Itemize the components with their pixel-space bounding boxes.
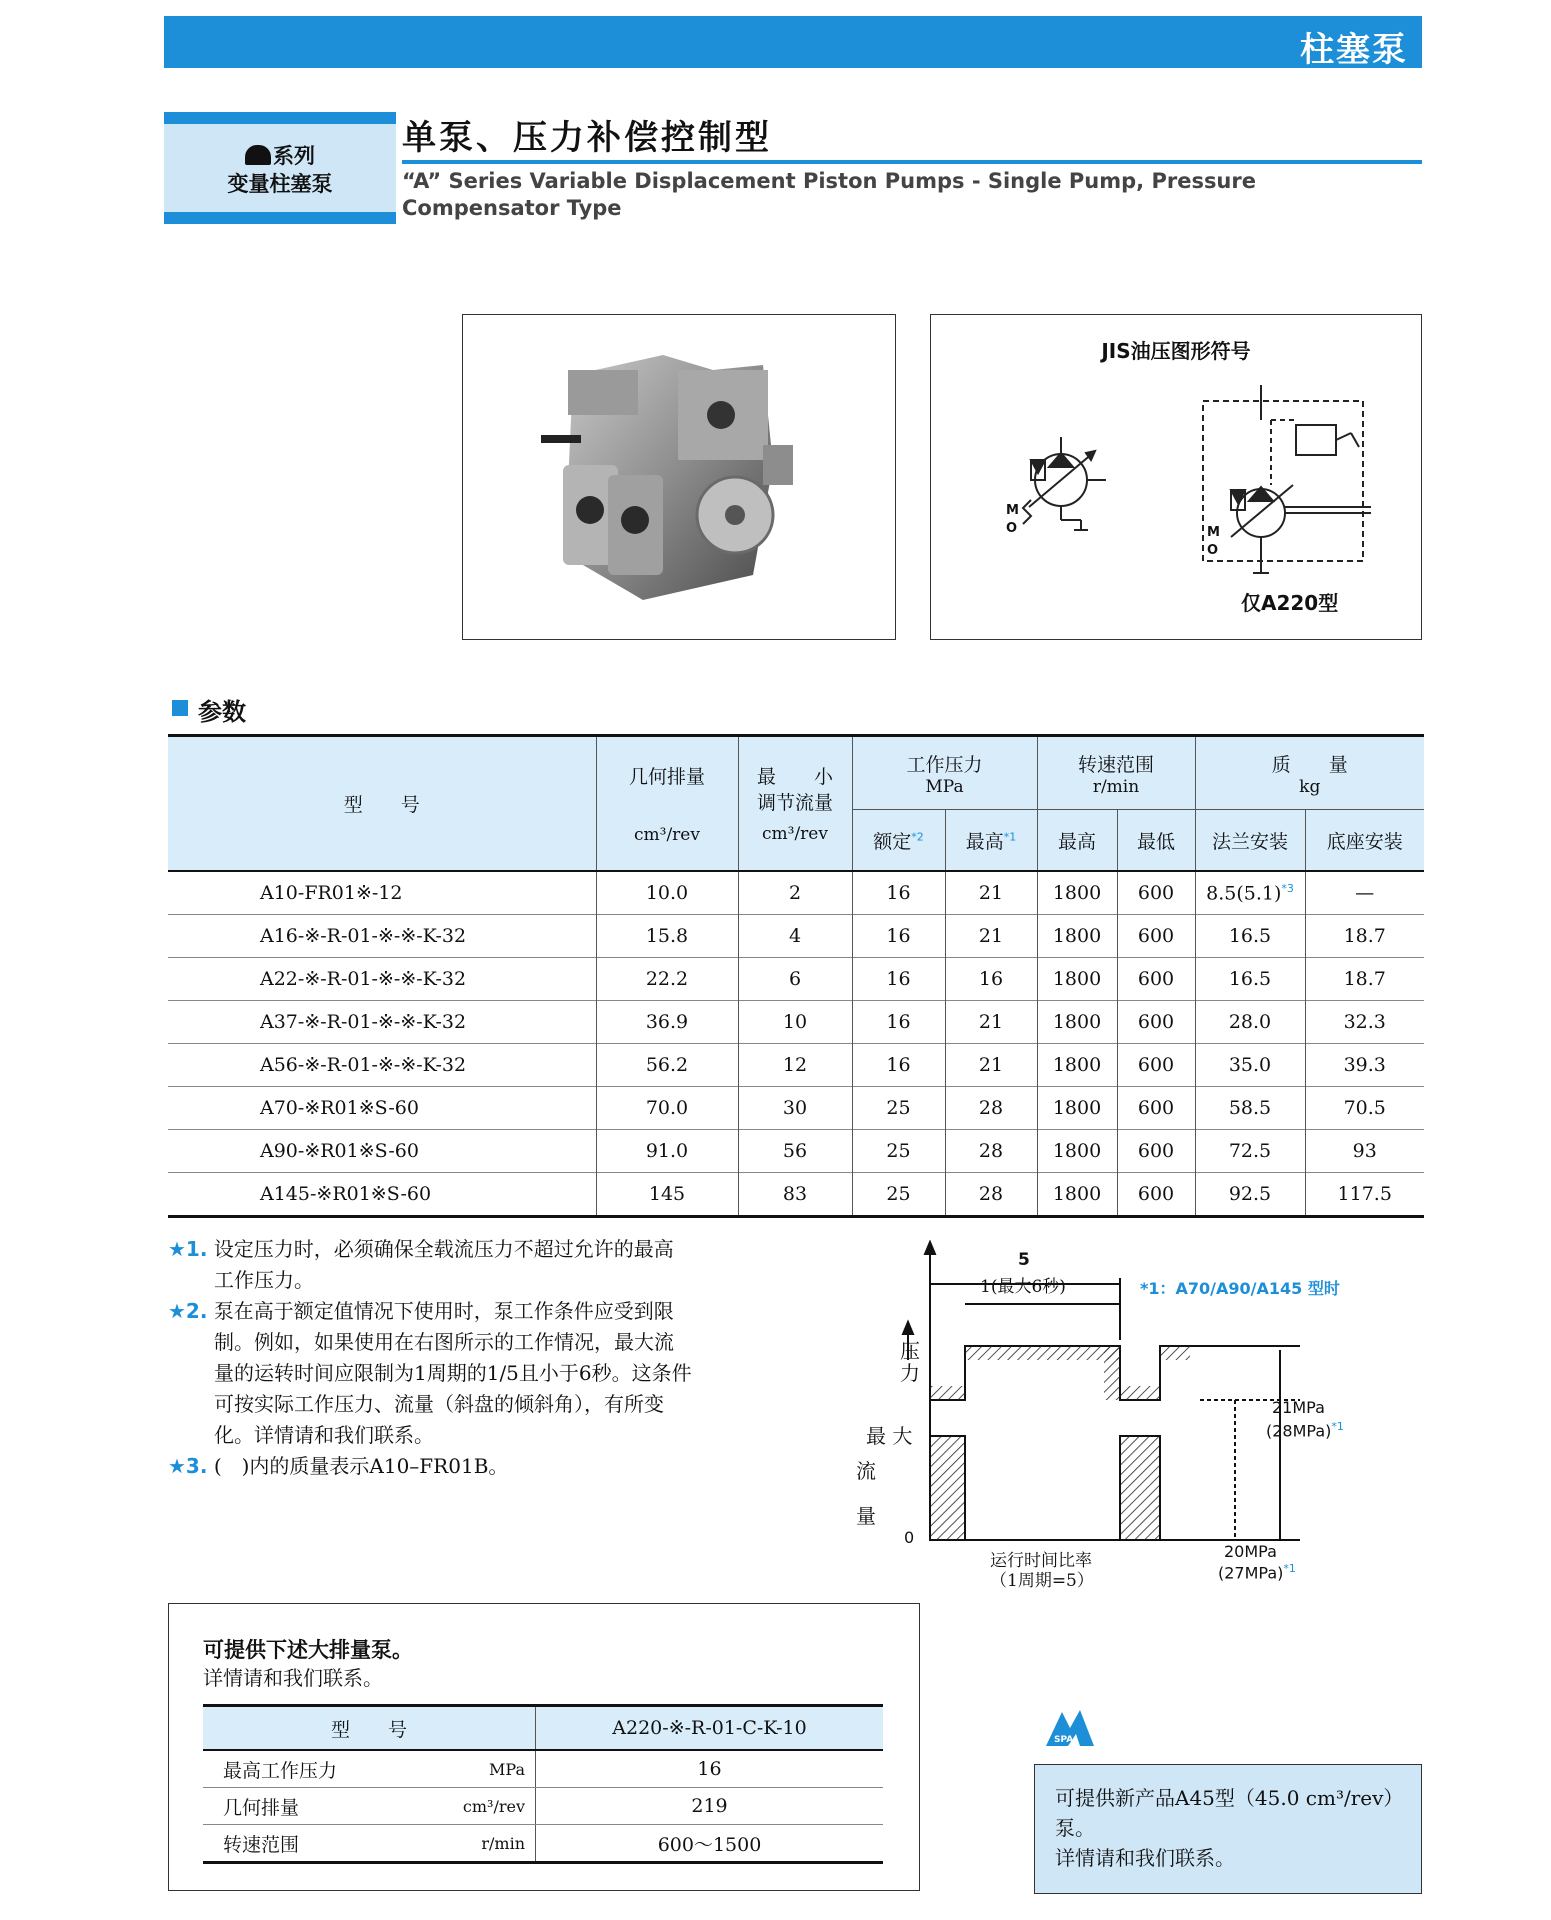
cell-text: 16: [886, 882, 911, 904]
value-cell: [945, 958, 1037, 1001]
value-cell: [1195, 1001, 1305, 1044]
cell-text: 6: [788, 968, 802, 990]
value-cell: [1117, 1173, 1195, 1217]
value-cell: [1195, 915, 1305, 958]
chart-high-p2: [1266, 1420, 1344, 1440]
th-min-flow-label: 最 小 调节流量: [756, 765, 833, 814]
value-cell: [596, 1173, 738, 1217]
cell-text: 145: [648, 1183, 686, 1205]
cell-text: 83: [782, 1183, 808, 1205]
new-product-box: [1034, 1764, 1422, 1894]
value-cell: [945, 1044, 1037, 1087]
cell-text: 1800: [1052, 1011, 1102, 1033]
value-cell: [1117, 1087, 1195, 1130]
cell-text: A56-※-R-01-※-※-K-32: [260, 1054, 467, 1076]
value-cell: [1305, 1173, 1424, 1217]
cell-text: 25: [886, 1140, 911, 1162]
note-1: [168, 1234, 748, 1296]
value-cell: [1305, 1001, 1424, 1044]
lp-unit-0: MPa: [454, 1750, 536, 1788]
value-cell: [596, 1130, 738, 1173]
note-2: [168, 1296, 748, 1451]
pump-photo-box: [462, 314, 896, 640]
th-pressure-unit: MPa: [925, 776, 964, 797]
lp-label-0: 最高工作压力: [203, 1750, 454, 1788]
value-cell: [738, 871, 852, 915]
chart-period: 1(最大6秒): [980, 1277, 1066, 1297]
value-cell: [1305, 1130, 1424, 1173]
cell-text: A37-※-R-01-※-※-K-32: [260, 1011, 467, 1033]
th-speed-label: 转速范围: [1077, 753, 1154, 776]
section-marker-icon: [172, 700, 188, 716]
cell-text: 1800: [1052, 1097, 1102, 1119]
value-cell: [1117, 958, 1195, 1001]
cell-text: 28: [978, 1097, 1004, 1119]
a-series-logo-icon: [245, 145, 271, 165]
cell-text: 56.2: [645, 1054, 689, 1076]
value-cell: [738, 915, 852, 958]
value-cell: [1117, 1044, 1195, 1087]
th-speed-min: 最低: [1117, 810, 1195, 872]
cell-text: 600: [1137, 1011, 1175, 1033]
value-cell: [596, 1087, 738, 1130]
th-mass-unit: kg: [1299, 776, 1321, 797]
row1-star: *3: [1281, 881, 1294, 895]
cell-text: 93: [1352, 1140, 1377, 1162]
table-row: [168, 871, 1424, 915]
cell-text: 56: [782, 1140, 808, 1162]
cell-text: 28: [978, 1140, 1004, 1162]
value-cell: [738, 1130, 852, 1173]
spec-table: [168, 734, 1424, 1218]
pump-photo-icon: [463, 315, 895, 639]
value-cell: [1305, 915, 1424, 958]
value-cell: [852, 1130, 945, 1173]
lp-label-1: 几何排量: [203, 1788, 454, 1825]
model-cell: [168, 1087, 596, 1130]
note-2-mark: ★2.: [168, 1299, 208, 1323]
table-row: [168, 1087, 1424, 1130]
jis-symbol-title: JIS油压图形符号: [1101, 339, 1251, 363]
th-min-flow-unit: cm³/rev: [762, 823, 828, 844]
value-cell: [1305, 871, 1424, 915]
th-flange: 法兰安装: [1195, 810, 1305, 872]
cell-text: —: [1355, 882, 1375, 904]
value-cell: [852, 958, 945, 1001]
value-cell: [738, 1044, 852, 1087]
new-product-text: [1055, 1783, 1405, 1873]
cell-text: 16.5: [1228, 968, 1272, 990]
cell-text: 600: [1137, 925, 1175, 947]
value-cell: [1037, 1044, 1117, 1087]
large-pump-table: [203, 1704, 883, 1864]
cell-text: 16: [886, 1054, 911, 1076]
cell-text: 4: [788, 925, 802, 947]
table-row: [168, 1130, 1424, 1173]
o-port-label-1: O: [1006, 521, 1018, 536]
cell-text: 117.5: [1337, 1183, 1392, 1205]
model-cell: [168, 958, 596, 1001]
cell-text: 600: [1137, 882, 1175, 904]
th-mass-label: 质 量: [1271, 753, 1348, 776]
value-cell: [1117, 871, 1195, 915]
cell-text: 600: [1137, 1183, 1175, 1205]
note-3-line1: ( )内的质量表示A10–FR01B。: [213, 1454, 509, 1478]
large-pump-sub: 详情请和我们联系。: [203, 1666, 383, 1690]
cell-text: 600: [1137, 968, 1175, 990]
chart-high-p: 21MPa: [1272, 1398, 1325, 1417]
th-rated: [852, 810, 945, 872]
table-row: [168, 915, 1424, 958]
value-cell: [596, 958, 738, 1001]
note-2-line2: 制。例如，如果使用在右图所示的工作情况，最大流: [214, 1330, 674, 1354]
category-label: 柱塞泵: [1300, 30, 1408, 70]
spec-table-body: [168, 871, 1424, 1217]
lp-label-2: 转速范围: [203, 1825, 454, 1863]
cell-text: 70.0: [645, 1097, 689, 1119]
cell-text: 32.3: [1343, 1011, 1386, 1033]
value-cell: [852, 1087, 945, 1130]
cell-text: 600: [1137, 1097, 1175, 1119]
chart-applies-text: *1：A70/A90/A145 型时: [1140, 1279, 1340, 1298]
th-pressure-label: 工作压力: [906, 753, 983, 776]
value-cell: [1037, 1001, 1117, 1044]
cell-text: 18.7: [1343, 925, 1386, 947]
cell-text: 30: [782, 1097, 808, 1119]
page-title: 单泵、压力补偿控制型: [402, 118, 772, 158]
lp-unit-1: cm³/rev: [454, 1788, 536, 1825]
spa-logo-icon: [1040, 1706, 1100, 1756]
th-speed-max: 最高: [1037, 810, 1117, 872]
cell-text: 2: [788, 882, 802, 904]
value-cell: [1305, 1044, 1424, 1087]
new-product-line3: 详情请和我们联系。: [1055, 1846, 1235, 1870]
cell-text: A10-FR01※-12: [260, 882, 403, 904]
section-title: 参数: [198, 698, 246, 726]
value-cell: [1037, 915, 1117, 958]
th-min-flow: [738, 736, 852, 872]
value-cell: [1037, 1173, 1117, 1217]
value-cell: [1195, 958, 1305, 1001]
cell-text: 21: [978, 925, 1004, 947]
badge-bottom-bar: [164, 212, 396, 224]
chart-high-star: *1: [1331, 1420, 1344, 1433]
value-cell: [945, 1087, 1037, 1130]
cell-text: 72.5: [1228, 1140, 1272, 1162]
value-cell: [945, 1173, 1037, 1217]
th-model: 型 号: [168, 736, 596, 872]
chart-top-num: 5: [1018, 1250, 1030, 1270]
cell-text: 25: [886, 1183, 911, 1205]
cell-text: 1800: [1052, 1140, 1102, 1162]
model-cell: [168, 871, 596, 915]
cell-text: 1800: [1052, 968, 1102, 990]
cell-text: 8.5(5.1): [1206, 882, 1282, 905]
cell-text: 22.2: [645, 968, 689, 990]
cell-text: 28: [978, 1183, 1004, 1205]
cell-text: 39.3: [1343, 1054, 1386, 1076]
lp-value-2: 600～1500: [536, 1825, 884, 1863]
badge-line1: [164, 140, 396, 170]
value-cell: [1037, 958, 1117, 1001]
value-cell: [852, 871, 945, 915]
cell-text: 35.0: [1228, 1054, 1272, 1076]
th-mass: [1195, 736, 1424, 810]
value-cell: [1195, 1044, 1305, 1087]
chart-y-pressure: 压力: [900, 1339, 920, 1385]
cell-text: 91.0: [645, 1140, 689, 1162]
chart-low-p2-text: (27MPa): [1218, 1563, 1284, 1583]
lp-value-1: 219: [536, 1788, 884, 1825]
cell-text: 1800: [1052, 1183, 1102, 1205]
table-row: [203, 1825, 883, 1863]
note-3: [168, 1451, 748, 1482]
value-cell: [1117, 1130, 1195, 1173]
th-displacement: [596, 736, 738, 872]
cell-text: 16.5: [1228, 925, 1272, 947]
large-pump-box: [168, 1603, 920, 1891]
value-cell: [852, 1001, 945, 1044]
note-1-line1: 设定压力时，必须确保全载流压力不超过允许的最高: [213, 1237, 674, 1261]
value-cell: [738, 1173, 852, 1217]
cell-text: 92.5: [1228, 1183, 1272, 1205]
chart-applies: [1140, 1276, 1340, 1299]
value-cell: [596, 871, 738, 915]
value-cell: [1305, 1087, 1424, 1130]
cell-text: 600: [1137, 1054, 1175, 1076]
top-banner: [164, 16, 1422, 68]
cell-text: 1800: [1052, 882, 1102, 904]
cell-text: 12: [782, 1054, 808, 1076]
m-port-label-2: M: [1207, 525, 1220, 540]
chart-low-p: 20MPa: [1224, 1542, 1277, 1561]
chart-high-p2-text: (28MPa): [1266, 1421, 1332, 1441]
th-max-label: 最高: [965, 830, 1004, 853]
cell-text: 10: [782, 1011, 808, 1033]
value-cell: [596, 915, 738, 958]
value-cell: [596, 1001, 738, 1044]
cell-text: 600: [1137, 1140, 1175, 1162]
cell-text: 15.8: [645, 925, 689, 947]
cell-text: 21: [978, 1011, 1004, 1033]
cell-text: 10.0: [645, 882, 689, 904]
th-displacement-unit: cm³/rev: [634, 825, 700, 845]
hydraulic-symbol-icon: [931, 315, 1421, 639]
th-speed-unit: r/min: [1092, 776, 1140, 797]
large-pump-model-label: 型 号: [203, 1706, 536, 1751]
max-star: *1: [1003, 830, 1017, 844]
title-underline: [402, 160, 1422, 164]
large-pump-model-value: A220-※-R-01-C-K-10: [536, 1706, 884, 1751]
value-cell: [1117, 1001, 1195, 1044]
value-cell: [1195, 1130, 1305, 1173]
value-cell: [1195, 871, 1305, 915]
cell-text: 16: [978, 968, 1004, 990]
cell-text: A145-※R01※S-60: [260, 1183, 432, 1205]
chart-x-label-2: （1周期=5）: [990, 1571, 1094, 1591]
value-cell: [945, 1130, 1037, 1173]
value-cell: [1305, 958, 1424, 1001]
value-cell: [852, 915, 945, 958]
th-pressure: [852, 736, 1037, 810]
value-cell: [852, 1173, 945, 1217]
a220-only-caption: 仅A220型: [1241, 591, 1339, 615]
cell-text: 16: [886, 925, 911, 947]
o-port-label-2: O: [1207, 543, 1219, 558]
th-displacement-label: 几何排量: [628, 766, 705, 788]
cell-text: A16-※-R-01-※-※-K-32: [260, 925, 467, 947]
value-cell: [738, 1001, 852, 1044]
spa-logo-text: SPA: [1054, 1735, 1074, 1745]
cell-text: 16: [886, 1011, 911, 1033]
note-1-line2: 工作压力。: [214, 1268, 314, 1292]
note-3-mark: ★3.: [168, 1454, 208, 1478]
table-row: [203, 1750, 883, 1788]
value-cell: [1037, 871, 1117, 915]
value-cell: [1037, 1130, 1117, 1173]
chart-low-star: *1: [1283, 1562, 1296, 1575]
lp-value-0: 16: [536, 1750, 884, 1788]
table-row: [168, 1044, 1424, 1087]
cell-text: 25: [886, 1097, 911, 1119]
chart-y-flow-1: 最 大: [866, 1424, 913, 1448]
cell-text: 18.7: [1343, 968, 1386, 990]
cell-text: 36.9: [645, 1011, 689, 1033]
new-product-line2: 泵。: [1055, 1816, 1095, 1840]
table-row: [168, 958, 1424, 1001]
badge-line2: 变量柱塞泵: [227, 172, 333, 196]
note-2-line3: 量的运转时间应限制为1周期的1/5且小于6秒。这条件: [214, 1361, 692, 1385]
model-cell: [168, 1173, 596, 1217]
cell-text: A70-※R01※S-60: [260, 1097, 419, 1119]
new-product-line1: 可提供新产品A45型（45.0 cm³/rev）: [1055, 1786, 1404, 1810]
cell-text: 1800: [1052, 925, 1102, 947]
cell-text: 21: [978, 1054, 1004, 1076]
cell-text: A22-※-R-01-※-※-K-32: [260, 968, 467, 990]
value-cell: [945, 915, 1037, 958]
value-cell: [1117, 915, 1195, 958]
value-cell: [1037, 1087, 1117, 1130]
value-cell: [945, 1001, 1037, 1044]
value-cell: [738, 958, 852, 1001]
note-2-line1: 泵在高于额定值情况下使用时，泵工作条件应受到限: [213, 1299, 674, 1323]
value-cell: [596, 1044, 738, 1087]
badge-top-bar: [164, 112, 396, 124]
model-cell: [168, 1044, 596, 1087]
lp-unit-2: r/min: [454, 1825, 536, 1863]
cell-text: 70.5: [1343, 1097, 1386, 1119]
chart-y-flow-3: 量: [856, 1504, 876, 1528]
cell-text: 28.0: [1228, 1011, 1272, 1033]
value-cell: [945, 871, 1037, 915]
cell-text: 58.5: [1228, 1097, 1272, 1119]
cell-text: A90-※R01※S-60: [260, 1140, 419, 1162]
table-row: [168, 1001, 1424, 1044]
note-2-line4: 可按实际工作压力、流量（斜盘的倾斜角），有所变: [214, 1392, 664, 1416]
large-pump-heading: 可提供下述大排量泵。: [203, 1638, 413, 1662]
note-2-line5: 化。详情请和我们联系。: [214, 1423, 434, 1447]
chart-x-label-1: 运行时间比率: [990, 1551, 1092, 1571]
value-cell: [852, 1044, 945, 1087]
page-subtitle: “A” Series Variable Displacement Piston Pumps - Single Pump, Pressure Compensator Type: [402, 169, 1256, 220]
m-port-label-1: M: [1006, 503, 1019, 518]
table-row: [203, 1788, 883, 1825]
th-foot: 底座安装: [1305, 810, 1424, 872]
th-speed: [1037, 736, 1195, 810]
value-cell: [1195, 1087, 1305, 1130]
value-cell: [738, 1087, 852, 1130]
badge-series-text: 系列: [273, 144, 315, 168]
th-max-pressure: [945, 810, 1037, 872]
model-cell: [168, 1001, 596, 1044]
value-cell: [1195, 1173, 1305, 1217]
series-badge: [164, 112, 396, 224]
th-rated-label: 额定: [873, 830, 912, 853]
model-cell: [168, 1130, 596, 1173]
rated-star: *2: [911, 830, 924, 844]
note-1-mark: ★1.: [168, 1237, 208, 1261]
table-row: [168, 1173, 1424, 1217]
chart-low-p2: [1218, 1562, 1296, 1582]
chart-zero: 0: [904, 1528, 915, 1547]
cell-text: 21: [978, 882, 1004, 904]
chart-y-flow-2: 流: [856, 1459, 876, 1483]
cell-text: 16: [886, 968, 911, 990]
jis-symbol-box: [930, 314, 1422, 640]
model-cell: [168, 915, 596, 958]
cell-text: 1800: [1052, 1054, 1102, 1076]
